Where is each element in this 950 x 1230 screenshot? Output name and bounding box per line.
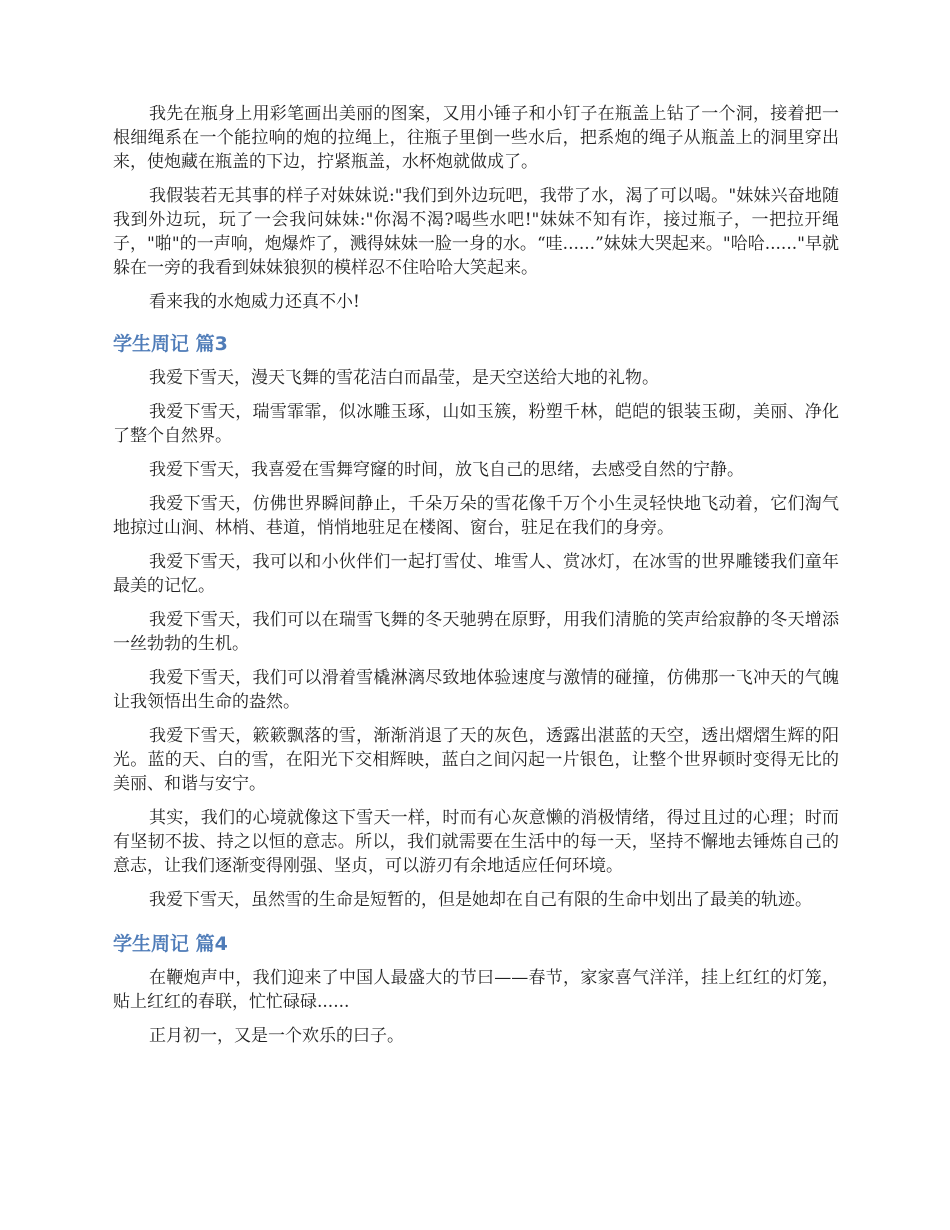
section-3-paragraph-9: 其实，我们的心境就像这下雪天一样，时而有心灰意懒的消极情绪，得过且过的心理；时而有坚韧不拔、持之以恒的意志。所以，我们就需要在生活中的每一天，坚持不懈地去锤炼自己的意志，让我们逐渐变得刚强、坚贞，可以游刃有余地适应任何环境。 [113, 808, 839, 876]
intro-paragraph-3: 看来我的水炮威力还真不小! [149, 292, 360, 312]
section-3-paragraph-10: 我爱下雪天，虽然雪的生命是短暂的，但是她却在自己有限的生命中划出了最美的轨迹。 [149, 890, 812, 910]
intro-paragraph-2: 我假装若无其事的样子对妹妹说:"我们到外边玩吧，我带了水，渴了可以喝。"妹妹兴奋地随我到外边玩，玩了一会我问妹妹:"你渴不渴?喝些水吧!"妹妹不知有诈，接过瓶子，一把拉开绳子，"啪"的一声响，炮爆炸了，溅得妹妹一脸一身的水。“哇......”妹妹大哭起来。"哈哈......"早就躲在一旁的我看到妹妹狼狈的模样忍不住哈哈大笑起来。 [113, 186, 839, 278]
section-3-paragraph-1: 我爱下雪天，漫天飞舞的雪花洁白而晶莹，是天空送给大地的礼物。 [149, 368, 659, 388]
section-3-paragraph-3: 我爱下雪天，我喜爱在雪舞穹窿的时间，放飞自己的思绪，去感受自然的宁静。 [149, 460, 744, 480]
section-4-heading: 学生周记 篇4 [113, 933, 228, 955]
section-3-paragraph-2: 我爱下雪天，瑞雪霏霏，似冰雕玉琢，山如玉簇，粉塑千林，皑皑的银装玉砌，美丽、净化了整个自然界。 [113, 402, 839, 446]
section-3-paragraph-4: 我爱下雪天，仿佛世界瞬间静止，千朵万朵的雪花像千万个小生灵轻快地飞动着，它们淘气地掠过山涧、林梢、巷道，悄悄地驻足在楼阁、窗台，驻足在我们的身旁。 [113, 494, 839, 538]
section-3-heading: 学生周记 篇3 [113, 333, 228, 355]
section-4-paragraph-2: 正月初一，又是一个欢乐的曰子。 [149, 1026, 404, 1046]
section-3-paragraph-8: 我爱下雪天，簌簌飘落的雪，渐渐消退了天的灰色，透露出湛蓝的天空，透出熠熠生辉的阳光。蓝的天、白的雪，在阳光下交相辉映，蓝白之间闪起一片银色，让整个世界顿时变得无比的美丽、和谐与安宁。 [113, 726, 839, 794]
section-3-paragraph-5: 我爱下雪天，我可以和小伙伴们一起打雪仗、堆雪人、赏冰灯，在冰雪的世界雕镂我们童年最美的记忆。 [113, 552, 839, 596]
section-4-paragraph-1: 在鞭炮声中，我们迎来了中国人最盛大的节曰——春节，家家喜气洋洋，挂上红红的灯笼，贴上红红的春联，忙忙碌碌...... [113, 968, 839, 1012]
document-page [113, 102, 839, 1058]
section-3-paragraph-6: 我爱下雪天，我们可以在瑞雪飞舞的冬天驰骋在原野，用我们清脆的笑声给寂静的冬天增添一丝勃勃的生机。 [113, 610, 839, 654]
section-3-paragraph-7: 我爱下雪天，我们可以滑着雪橇淋漓尽致地体验速度与激情的碰撞，仿佛那一飞冲天的气魄让我领悟出生命的盎然。 [113, 668, 839, 712]
intro-paragraph-1: 我先在瓶身上用彩笔画出美丽的图案，又用小锤子和小钉子在瓶盖上钻了一个洞，接着把一根细绳系在一个能拉响的炮的拉绳上，往瓶子里倒一些水后，把系炮的绳子从瓶盖上的洞里穿出来，使炮藏在瓶盖的下边，拧紧瓶盖，水杯炮就做成了。 [113, 104, 839, 172]
